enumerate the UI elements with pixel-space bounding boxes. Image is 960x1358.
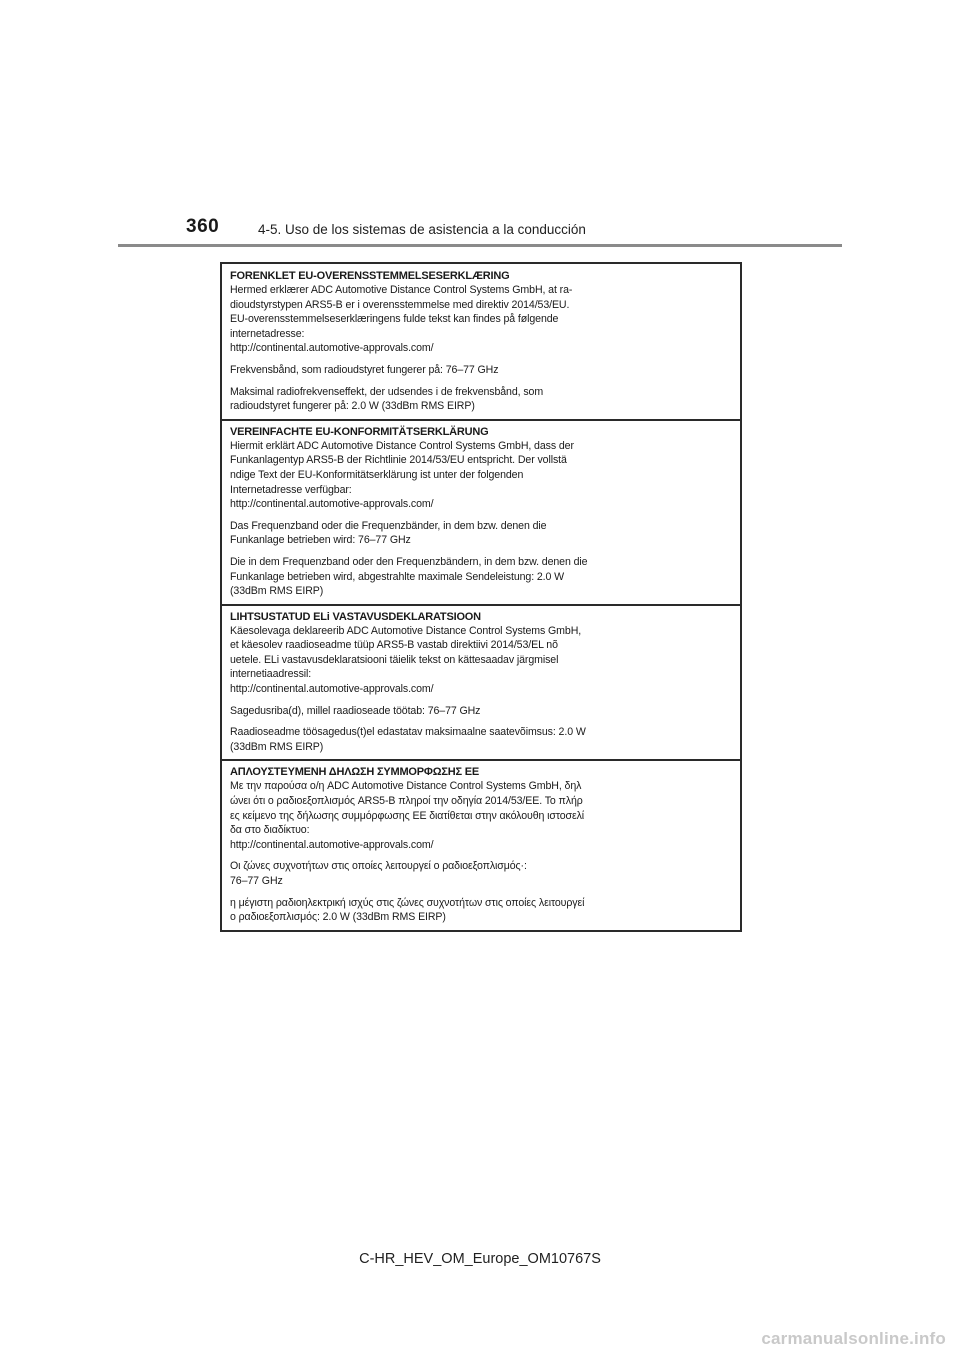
declaration-title: FORENKLET EU-OVERENSSTEMMELSESERKLÆRING <box>230 270 510 282</box>
paragraph-gap <box>230 718 732 725</box>
declaration-text-line: uetele. ELi vastavusdeklaratsiooni täielik tekst on kättesaadav järgmisel <box>230 653 559 666</box>
declaration-text-line: Käesolevaga deklareerib ADC Automotive Distance Control Systems GmbH, <box>230 624 582 637</box>
declaration-block-danish <box>222 264 740 419</box>
declaration-text-line: Με την παρούσα ο/η ADC Automotive Distance Control Systems GmbH, δηλ <box>230 780 582 793</box>
declaration-text-line: EU-overensstemmelseserklæringens fulde tekst kan findes på følgende <box>230 313 559 326</box>
declaration-text-line: ndige Text der EU-Konformitätserklärung ist unter der folgenden <box>230 468 524 481</box>
declaration-title: LIHTSUSTATUD ELi VASTAVUSDEKLARATSIOON <box>230 610 481 623</box>
declaration-title: ΑΠΛΟΥΣΤΕΥΜΕΝΗ ΔΗΛΩΣΗ ΣΥΜΜΟΡΦΩΣΗΣ ΕΕ <box>230 766 480 779</box>
declaration-text-line: et käesolev raadioseadme tüüp ARS5-B vastab direktiivi 2014/53/EL nõ <box>230 639 558 652</box>
header-rule <box>118 244 842 247</box>
paragraph-gap <box>230 378 732 385</box>
declaration-block-german <box>222 419 740 604</box>
declaration-text-line: Sagedusriba(d), millel raadioseade töötab: 76–77 GHz <box>230 704 481 717</box>
declaration-text-line: internetadresse: <box>230 327 305 340</box>
declaration-title: VEREINFACHTE EU-KONFORMITÄTSERKLÄRUNG <box>230 425 489 438</box>
declaration-text-line: Das Frequenzband oder die Frequenzbänder, in dem bzw. denen die <box>230 519 547 532</box>
declaration-url: http://continental.automotive-approvals.com/ <box>230 683 434 696</box>
declaration-text-line: Οι ζώνες συχνοτήτων στις οποίες λειτουργεί ο ραδιοεξοπλισμός·: <box>230 860 527 873</box>
paragraph-gap <box>230 889 732 896</box>
declarations-panel <box>220 262 742 932</box>
declaration-text-line: (33dBm RMS EIRP) <box>230 740 324 753</box>
declaration-text-line: dioudstyrstypen ARS5-B er i overensstemmelse med direktiv 2014/53/EU. <box>230 298 570 311</box>
watermark: carmanualsonline.info <box>761 1329 946 1348</box>
declaration-block-estonian <box>222 604 740 760</box>
paragraph-gap <box>230 512 732 519</box>
page-number: 360 <box>186 216 220 237</box>
declaration-text-line: ο ραδιοεξοπλισμός: 2.0 W (33dBm RMS EIRP) <box>230 911 446 924</box>
declaration-text-line: Funkanlage betrieben wird, abgestrahlte maximale Sendeleistung: 2.0 W <box>230 570 565 583</box>
footer-document-id: C-HR_HEV_OM_Europe_OM10767S <box>359 1251 601 1267</box>
declaration-url: http://continental.automotive-approvals.com/ <box>230 342 434 355</box>
paragraph-gap <box>230 852 732 859</box>
paragraph-gap <box>230 356 732 363</box>
declaration-text-line: Funkanlage betrieben wird: 76–77 GHz <box>230 534 411 547</box>
declaration-text-line: Die in dem Frequenzband oder den Frequenzbändern, in dem bzw. denen die <box>230 555 588 568</box>
section-title: 4-5. Uso de los sistemas de asistencia a la conducción <box>258 222 586 237</box>
paragraph-gap <box>230 548 732 555</box>
declaration-text-line: Funkanlagentyp ARS5-B der Richtlinie 2014/53/EU entspricht. Der vollstä <box>230 454 567 467</box>
declaration-url: http://continental.automotive-approvals.com/ <box>230 498 434 511</box>
declaration-text-line: η μέγιστη ραδιοηλεκτρική ισχύς στις ζώνες συχνοτήτων στις οποίες λειτουργεί <box>230 896 585 909</box>
declaration-text-line: internetiaadressil: <box>230 668 312 681</box>
declaration-text-line: radioudstyret fungerer på: 2.0 W (33dBm RMS EIRP) <box>230 400 475 413</box>
declaration-url: http://continental.automotive-approvals.com/ <box>230 838 434 851</box>
declaration-text-line: Hermed erklærer ADC Automotive Distance Control Systems GmbH, at ra- <box>230 284 573 296</box>
declaration-text-line: Maksimal radiofrekvenseffekt, der udsendes i de frekvensbånd, som <box>230 385 544 398</box>
declaration-text-line: ες κείμενο της δήλωσης συμμόρφωσης ΕΕ διατίθεται στην ακόλουθη ιστοσελί <box>230 809 585 822</box>
declaration-text-line: (33dBm RMS EIRP) <box>230 585 324 598</box>
paragraph-gap <box>230 697 732 704</box>
declaration-text-line: 76–77 GHz <box>230 875 283 887</box>
declaration-block-greek <box>222 759 740 929</box>
declaration-text-line: Internetadresse verfügbar: <box>230 483 352 496</box>
declaration-text-line: ώνει ότι ο ραδιοεξοπλισμός ARS5-B πληροί την οδηγία 2014/53/ΕΕ. Το πλήρ <box>230 795 583 808</box>
declaration-text-line: Raadioseadme töösagedus(t)el edastatav maksimaalne saatevõimsus: 2.0 W <box>230 726 586 739</box>
declaration-text-line: Frekvensbånd, som radioudstyret fungerer på: 76–77 GHz <box>230 363 499 376</box>
declaration-text-line: δα στο διαδίκτυο: <box>230 824 310 837</box>
declaration-text-line: Hiermit erklärt ADC Automotive Distance Control Systems GmbH, dass der <box>230 439 574 452</box>
